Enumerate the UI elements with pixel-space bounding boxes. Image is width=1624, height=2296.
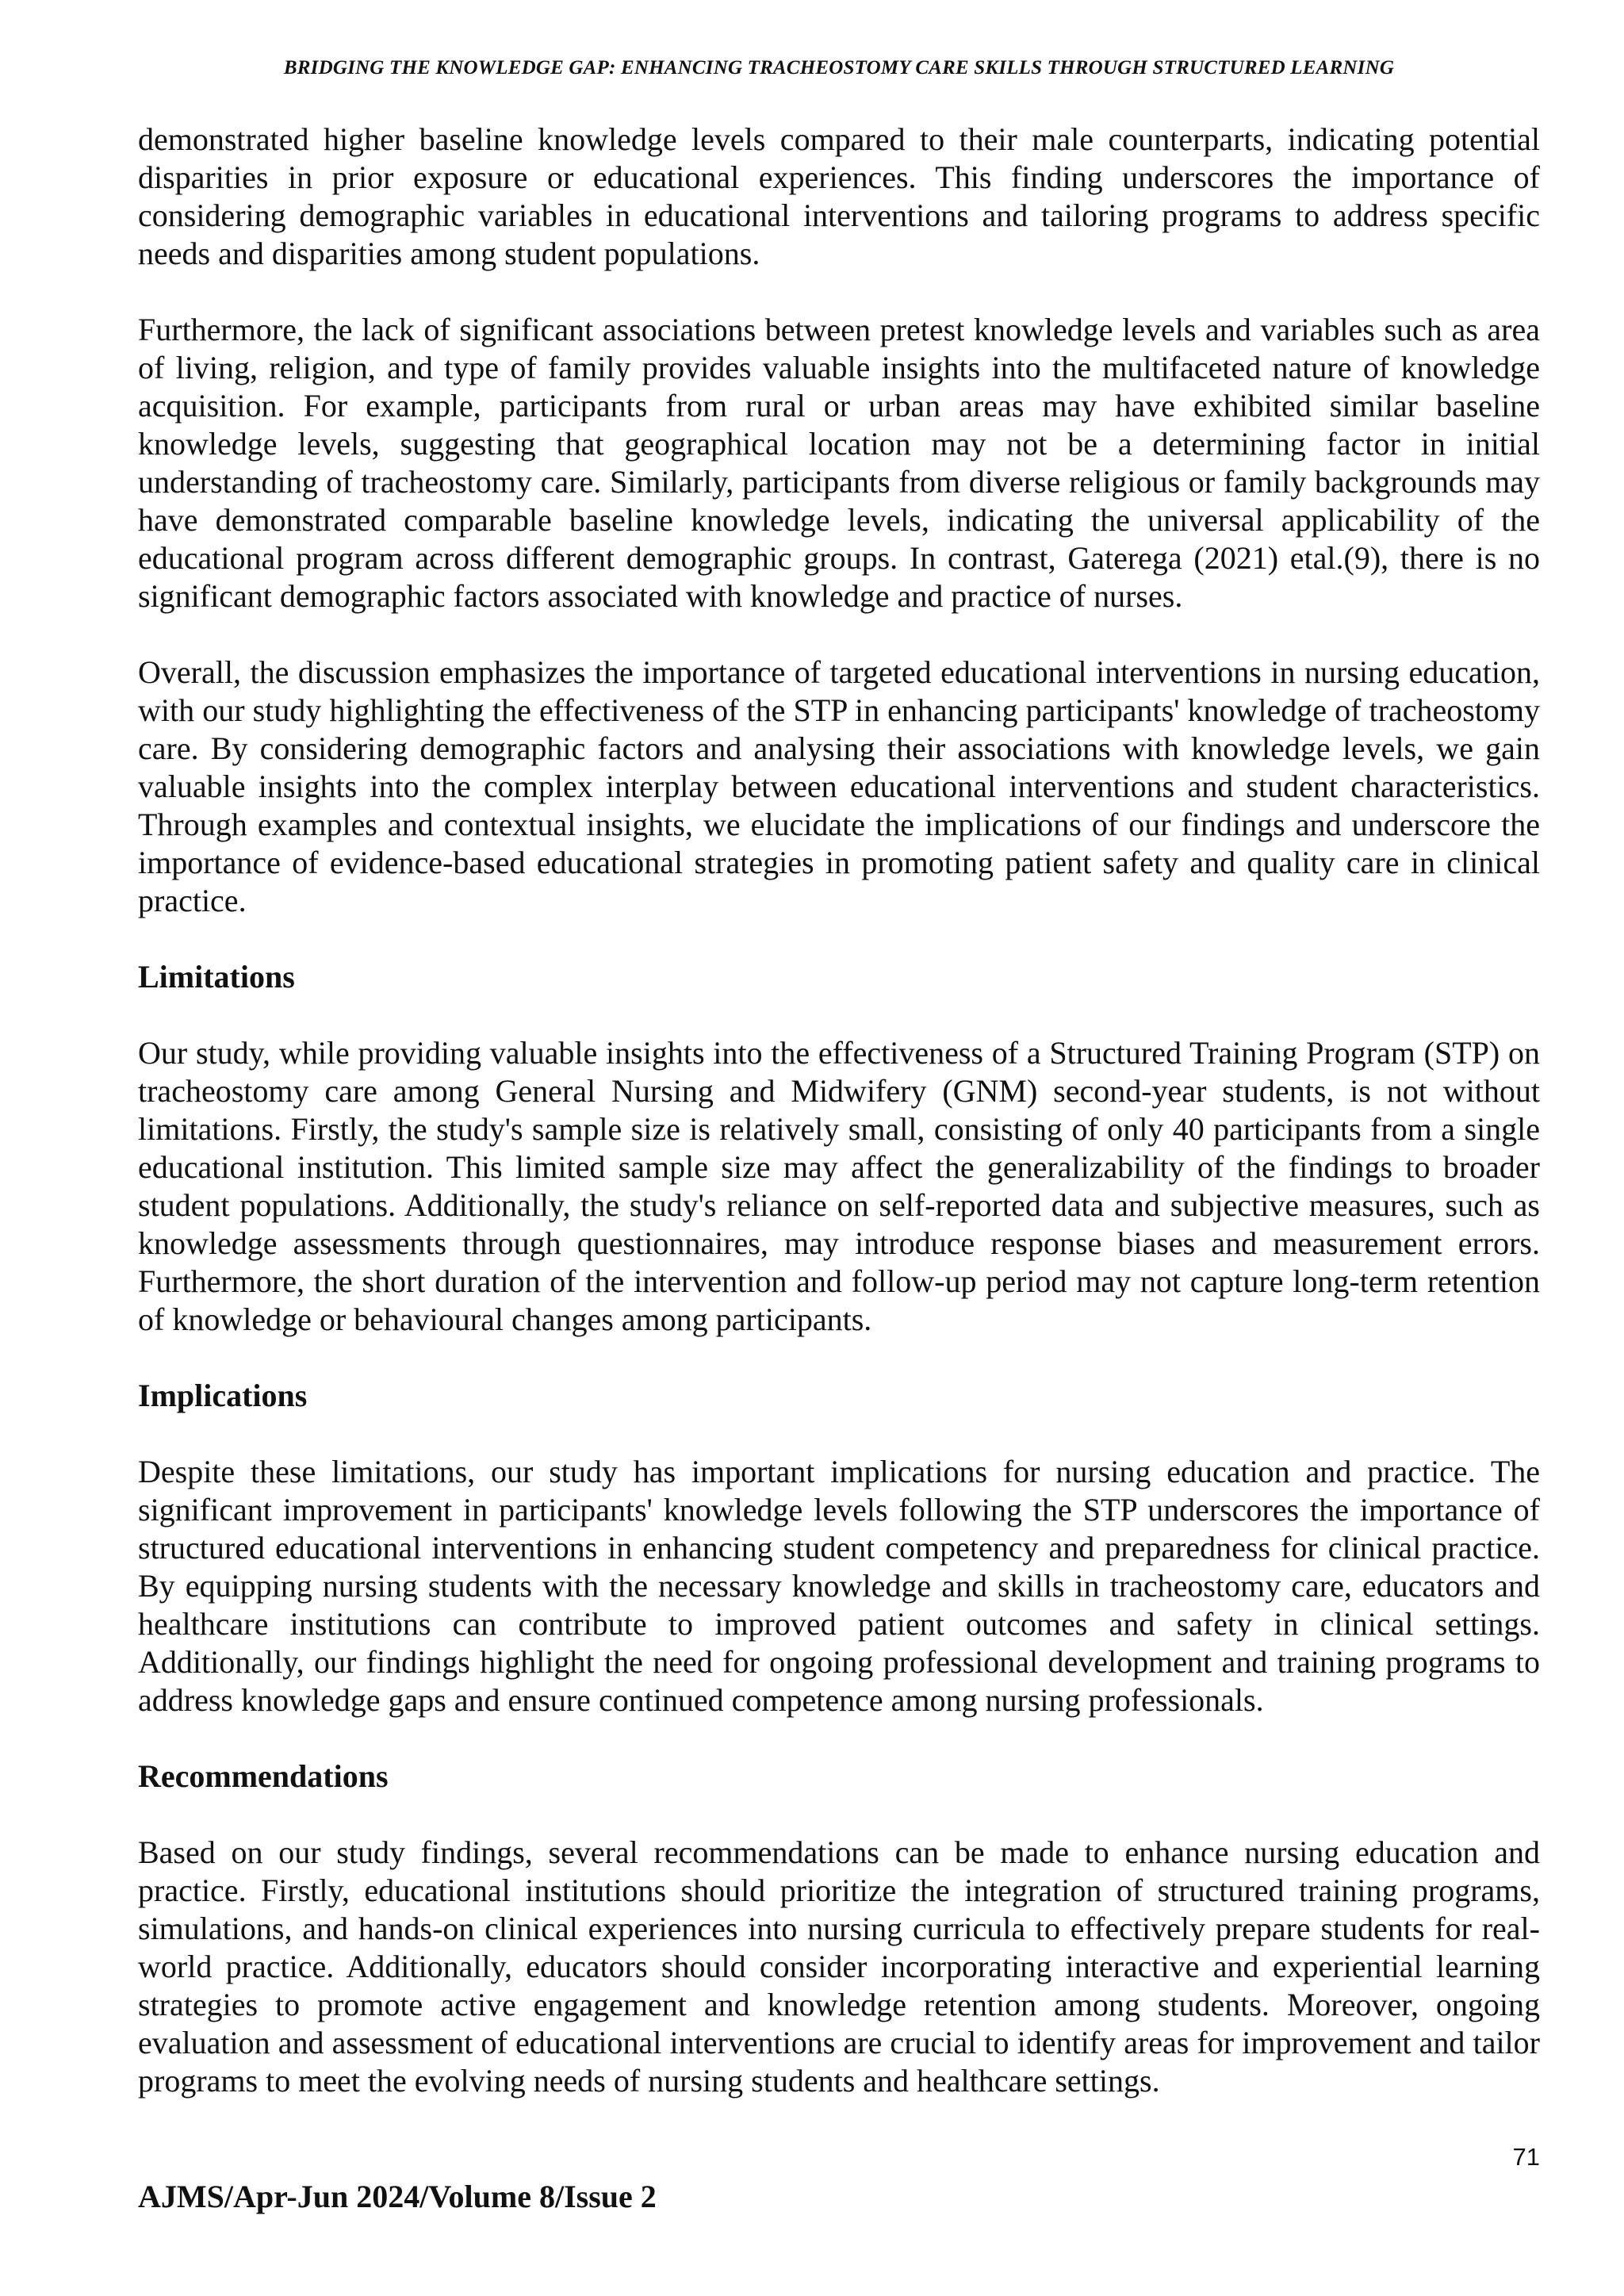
journal-footer: AJMS/Apr-Jun 2024/Volume 8/Issue 2 — [138, 2179, 657, 2214]
implications-paragraph: Despite these limitations, our study has important implications for nursing education and practice. The significant improvement in participants' knowledge levels following the STP underscores the importance of structured educational interventions in enhancing student competency and preparedness for clinical practice. By equipping nursing students with the necessary knowledge and skills in tracheostomy care, educators and healthcare institutions can contribute to improved patient outcomes and safety in clinical settings. Additionally, our findings highlight the need for ongoing professional development and training programs to address knowledge gaps and ensure continued competence among nursing professionals. — [138, 1454, 1540, 1718]
discussion-paragraph-2: Furthermore, the lack of significant associations between pretest knowledge levels and variables such as area of living, religion, and type of family provides valuable insights into the multifaceted nature of knowledge acquisition. For example, participants from rural or urban areas may have exhibited similar baseline knowledge levels, suggesting that geographical location may not be a determining factor in initial understanding of tracheostomy care. Similarly, participants from diverse religious or family backgrounds may have demonstrated comparable baseline knowledge levels, indicating the universal applicability of the educational program across different demographic groups. In contrast, Gaterega (2021) etal.(9), there is no significant demographic factors associated with knowledge and practice of nurses. — [138, 312, 1540, 614]
discussion-paragraph-1: demonstrated higher baseline knowledge levels compared to their male counterparts, indicating potential disparities in prior exposure or educational experiences. This finding underscores the importance of considering demographic variables in educational interventions and tailoring programs to address specific needs and disparities among student populations. — [138, 121, 1540, 271]
page-number: 71 — [1512, 2143, 1540, 2171]
limitations-heading: Limitations — [138, 959, 295, 995]
implications-heading: Implications — [138, 1378, 308, 1413]
limitations-paragraph: Our study, while providing valuable insights into the effectiveness of a Structured Training Program (STP) on tracheostomy care among General Nursing and Midwifery (GNM) second-year students, is not without limitations. Firstly, the study's sample size is relatively small, consisting of only 40 participants from a single educational institution. This limited sample size may affect the generalizability of the findings to broader student populations. Additionally, the study's reliance on self-reported data and subjective measures, such as knowledge assessments through questionnaires, may introduce response biases and measurement errors. Furthermore, the short duration of the intervention and follow-up period may not capture long-term retention of knowledge or behavioural changes among participants. — [138, 1035, 1540, 1337]
article-body — [138, 121, 1540, 2138]
recommendations-heading: Recommendations — [138, 1758, 389, 1794]
running-header: BRIDGING THE KNOWLEDGE GAP: ENHANCING TRACHEOSTOMY CARE SKILLS THROUGH STRUCTURED LEARNING — [283, 57, 1395, 79]
discussion-paragraph-3: Overall, the discussion emphasizes the importance of targeted educational interventions in nursing education, with our study highlighting the effectiveness of the STP in enhancing participants' knowledge of tracheostomy care. By considering demographic factors and analysing their associations with knowledge levels, we gain valuable insights into the complex interplay between educational interventions and student characteristics. Through examples and contextual insights, we elucidate the implications of our findings and underscore the importance of evidence-based educational strategies in promoting patient safety and quality care in clinical practice. — [138, 654, 1540, 918]
recommendations-paragraph: Based on our study findings, several recommendations can be made to enhance nursing education and practice. Firstly, educational institutions should prioritize the integration of structured training programs, simulations, and hands-on clinical experiences into nursing curricula to effectively prepare students for real-world practice. Additionally, educators should consider incorporating interactive and experiential learning strategies to promote active engagement and knowledge retention among students. Moreover, ongoing evaluation and assessment of educational interventions are crucial to identify areas for improvement and tailor programs to meet the evolving needs of nursing students and healthcare settings. — [138, 1834, 1540, 2099]
